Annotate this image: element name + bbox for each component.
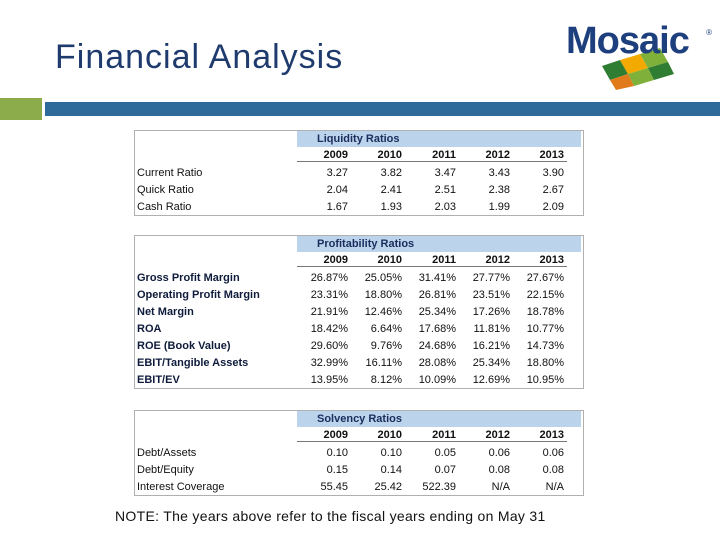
value-cell: 3.82 xyxy=(380,166,402,179)
title-divider-bar xyxy=(0,98,720,120)
table-row xyxy=(135,303,583,320)
value-cell: 25.34% xyxy=(418,305,456,318)
value-cell: 25.05% xyxy=(364,271,402,284)
row-label: Debt/Assets xyxy=(137,446,197,459)
row-label: EBIT/Tangible Assets xyxy=(137,356,249,369)
value-cell: 0.08 xyxy=(488,463,510,476)
value-cell: 29.60% xyxy=(310,339,348,352)
value-cell: 3.47 xyxy=(434,166,456,179)
row-label: ROA xyxy=(137,322,162,335)
year-cell: 2011 xyxy=(405,149,459,162)
value-cell: 23.31% xyxy=(310,288,348,301)
value-cell: 0.10 xyxy=(380,446,402,459)
value-cell: 32.99% xyxy=(310,356,348,369)
row-label: Debt/Equity xyxy=(137,463,194,476)
table-row xyxy=(135,164,583,181)
value-cell: 6.64% xyxy=(370,322,402,335)
row-label: Gross Profit Margin xyxy=(137,271,240,284)
value-cell: 0.10 xyxy=(326,446,348,459)
year-cell: 2013 xyxy=(513,149,567,162)
table-row xyxy=(135,198,583,215)
value-cell: 3.90 xyxy=(542,166,564,179)
value-cell: 12.69% xyxy=(472,373,510,386)
value-cell: 1.67 xyxy=(326,200,348,213)
year-cell: 2009 xyxy=(297,429,351,442)
value-cell: 26.81% xyxy=(418,288,456,301)
value-cell: 8.12% xyxy=(370,373,402,386)
table-row xyxy=(135,478,583,495)
logo-text: Mosaic xyxy=(566,20,689,62)
row-label: Net Margin xyxy=(137,305,194,318)
year-cell: 2013 xyxy=(513,254,567,267)
year-cell: 2012 xyxy=(459,149,513,162)
value-cell: 13.95% xyxy=(310,373,348,386)
row-label: Current Ratio xyxy=(137,166,203,179)
row-label: Cash Ratio xyxy=(137,200,192,213)
value-cell: 2.38 xyxy=(488,183,510,196)
value-cell: 27.77% xyxy=(472,271,510,284)
table-row xyxy=(135,320,583,337)
table-row xyxy=(135,337,583,354)
profitability-ratios-table xyxy=(134,235,584,389)
value-cell: 23.51% xyxy=(472,288,510,301)
table-row xyxy=(135,286,583,303)
value-cell: 0.15 xyxy=(326,463,348,476)
value-cell: 25.42 xyxy=(374,480,402,493)
value-cell: 18.78% xyxy=(526,305,564,318)
value-cell: 2.67 xyxy=(542,183,564,196)
year-cell: 2011 xyxy=(405,254,459,267)
year-header-row xyxy=(135,427,583,444)
value-cell: 3.27 xyxy=(326,166,348,179)
row-label: EBIT/EV xyxy=(137,373,180,386)
liquidity-ratios-table xyxy=(134,130,584,216)
solvency-title: Solvency Ratios xyxy=(297,411,581,427)
value-cell: 14.73% xyxy=(526,339,564,352)
table-rows xyxy=(135,444,583,495)
value-cell: 11.81% xyxy=(473,322,510,335)
value-cell: 2.04 xyxy=(326,183,348,196)
value-cell: 2.03 xyxy=(434,200,456,213)
table-row xyxy=(135,354,583,371)
value-cell: 1.93 xyxy=(380,200,402,213)
profitability-title: Profitability Ratios xyxy=(297,236,581,252)
value-cell: 22.15% xyxy=(526,288,564,301)
value-cell: 18.42% xyxy=(310,322,348,335)
row-label: ROE (Book Value) xyxy=(137,339,231,352)
value-cell: N/A xyxy=(545,480,564,493)
table-row xyxy=(135,461,583,478)
table-row xyxy=(135,181,583,198)
year-cell: 2012 xyxy=(459,254,513,267)
value-cell: 0.07 xyxy=(434,463,456,476)
value-cell: 25.34% xyxy=(472,356,510,369)
year-cell: 2010 xyxy=(351,254,405,267)
logo-registered: ® xyxy=(706,28,712,37)
year-cell: 2011 xyxy=(405,429,459,442)
row-label: Interest Coverage xyxy=(137,480,225,493)
value-cell: 0.14 xyxy=(380,463,402,476)
row-label: Quick Ratio xyxy=(137,183,194,196)
table-row xyxy=(135,444,583,461)
value-cell: 522.39 xyxy=(422,480,456,493)
value-cell: 26.87% xyxy=(310,271,348,284)
fiscal-year-note: NOTE: The years above refer to the fiscal years ending on May 31 xyxy=(115,508,546,524)
value-cell: 9.76% xyxy=(370,339,402,352)
value-cell: 27.67% xyxy=(526,271,564,284)
value-cell: 17.26% xyxy=(472,305,510,318)
table-row xyxy=(135,269,583,286)
year-cell: 2009 xyxy=(297,149,351,162)
value-cell: N/A xyxy=(491,480,510,493)
row-label: Operating Profit Margin xyxy=(137,288,260,301)
value-cell: 2.09 xyxy=(542,200,564,213)
table-rows xyxy=(135,269,583,388)
mosaic-logo xyxy=(562,18,712,90)
value-cell: 0.08 xyxy=(542,463,564,476)
table-rows xyxy=(135,164,583,215)
table-row xyxy=(135,371,583,388)
value-cell: 16.11% xyxy=(365,356,402,369)
value-cell: 3.43 xyxy=(488,166,510,179)
value-cell: 10.95% xyxy=(526,373,564,386)
value-cell: 1.99 xyxy=(488,200,510,213)
year-header-row xyxy=(135,252,583,269)
value-cell: 0.06 xyxy=(488,446,510,459)
value-cell: 21.91% xyxy=(310,305,348,318)
year-cell: 2010 xyxy=(351,149,405,162)
value-cell: 2.51 xyxy=(434,183,456,196)
year-cell: 2010 xyxy=(351,429,405,442)
year-cell: 2009 xyxy=(297,254,351,267)
value-cell: 10.09% xyxy=(418,373,456,386)
divider-green-block xyxy=(0,98,42,120)
year-cell: 2013 xyxy=(513,429,567,442)
solvency-ratios-table xyxy=(134,410,584,496)
value-cell: 10.77% xyxy=(526,322,564,335)
value-cell: 12.46% xyxy=(364,305,402,318)
value-cell: 55.45 xyxy=(320,480,348,493)
year-header-row xyxy=(135,147,583,164)
value-cell: 18.80% xyxy=(526,356,564,369)
year-cell: 2012 xyxy=(459,429,513,442)
value-cell: 17.68% xyxy=(418,322,456,335)
value-cell: 18.80% xyxy=(364,288,402,301)
value-cell: 24.68% xyxy=(418,339,456,352)
liquidity-title: Liquidity Ratios xyxy=(297,131,581,147)
value-cell: 0.05 xyxy=(434,446,456,459)
value-cell: 0.06 xyxy=(542,446,564,459)
divider-blue-bar xyxy=(45,102,720,116)
value-cell: 31.41% xyxy=(418,271,456,284)
value-cell: 16.21% xyxy=(472,339,510,352)
slide-title: Financial Analysis xyxy=(55,38,344,76)
value-cell: 28.08% xyxy=(418,356,456,369)
value-cell: 2.41 xyxy=(380,183,402,196)
